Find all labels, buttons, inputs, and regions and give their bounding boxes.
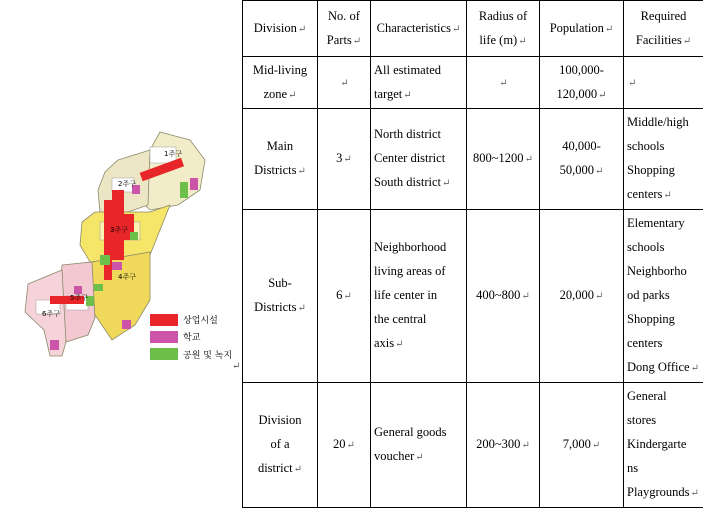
legend-swatch-park <box>150 348 178 360</box>
cell-characteristics: Neighborhood living areas of life center in the central axis↵ <box>371 210 467 383</box>
cell-parts: 20↵ <box>318 383 371 508</box>
cell-facilities: ↵ <box>624 57 703 109</box>
cell-population: 40,000- 50,000↵ <box>540 109 624 210</box>
zone-label-2: 2주구 <box>118 180 136 188</box>
zone-label-1: 1주구 <box>164 150 182 158</box>
zone-label-3: 3주구 <box>110 226 128 234</box>
table-row <box>243 383 703 508</box>
cell-facilities: General stores Kindergarte ns Playgrounds↵ <box>624 383 703 508</box>
cell-radius: 200~300↵ <box>467 383 540 508</box>
cell-population: 100,000- 120,000↵ <box>540 57 624 109</box>
cell-radius: 800~1200↵ <box>467 109 540 210</box>
district-map-figure <box>0 0 243 507</box>
zone-label-5: 5주구 <box>70 294 88 302</box>
legend-label-school: 학교 <box>183 331 201 343</box>
header-population: Population↵ <box>540 1 624 57</box>
legend-label-commercial: 상업시설 <box>183 314 218 326</box>
cell-characteristics: General goods voucher↵ <box>371 383 467 508</box>
cell-division: Division of a district↵ <box>243 383 318 508</box>
table-row <box>243 210 703 383</box>
cell-characteristics: North district Center district South district↵ <box>371 109 467 210</box>
cell-characteristics: All estimated target↵ <box>371 57 467 109</box>
legend-swatch-commercial <box>150 314 178 326</box>
header-facilities: Required Facilities↵ <box>624 1 703 57</box>
header-division: Division↵ <box>243 1 318 57</box>
legend-swatch-school <box>150 331 178 343</box>
cell-population: 20,000↵ <box>540 210 624 383</box>
cell-radius: ↵ <box>467 57 540 109</box>
district-table <box>242 0 703 508</box>
zone-label-6: 6주구 <box>42 310 60 318</box>
cell-division: Mid-living zone↵ <box>243 57 318 109</box>
header-characteristics: Characteristics↵ <box>371 1 467 57</box>
cell-parts: ↵ <box>318 57 371 109</box>
cell-division: Sub- Districts↵ <box>243 210 318 383</box>
cell-radius: 400~800↵ <box>467 210 540 383</box>
table-row <box>243 57 703 109</box>
cell-division: Main Districts↵ <box>243 109 318 210</box>
legend-label-park: 공원 및 녹지 <box>183 349 232 361</box>
cell-facilities: Elementary schools Neighborho od parks Shopping centers Dong Office↵ <box>624 210 703 383</box>
paragraph-mark-icon: ↵ <box>232 361 240 372</box>
cell-parts: 3↵ <box>318 109 371 210</box>
table-row <box>243 109 703 210</box>
header-radius: Radius of life (m)↵ <box>467 1 540 57</box>
table-header-row <box>243 1 703 57</box>
cell-facilities: Middle/high schools Shopping centers↵ <box>624 109 703 210</box>
cell-parts: 6↵ <box>318 210 371 383</box>
zone-label-4: 4주구 <box>118 273 136 281</box>
district-map <box>0 0 243 507</box>
cell-population: 7,000↵ <box>540 383 624 508</box>
header-parts: No. of Parts↵ <box>318 1 371 57</box>
